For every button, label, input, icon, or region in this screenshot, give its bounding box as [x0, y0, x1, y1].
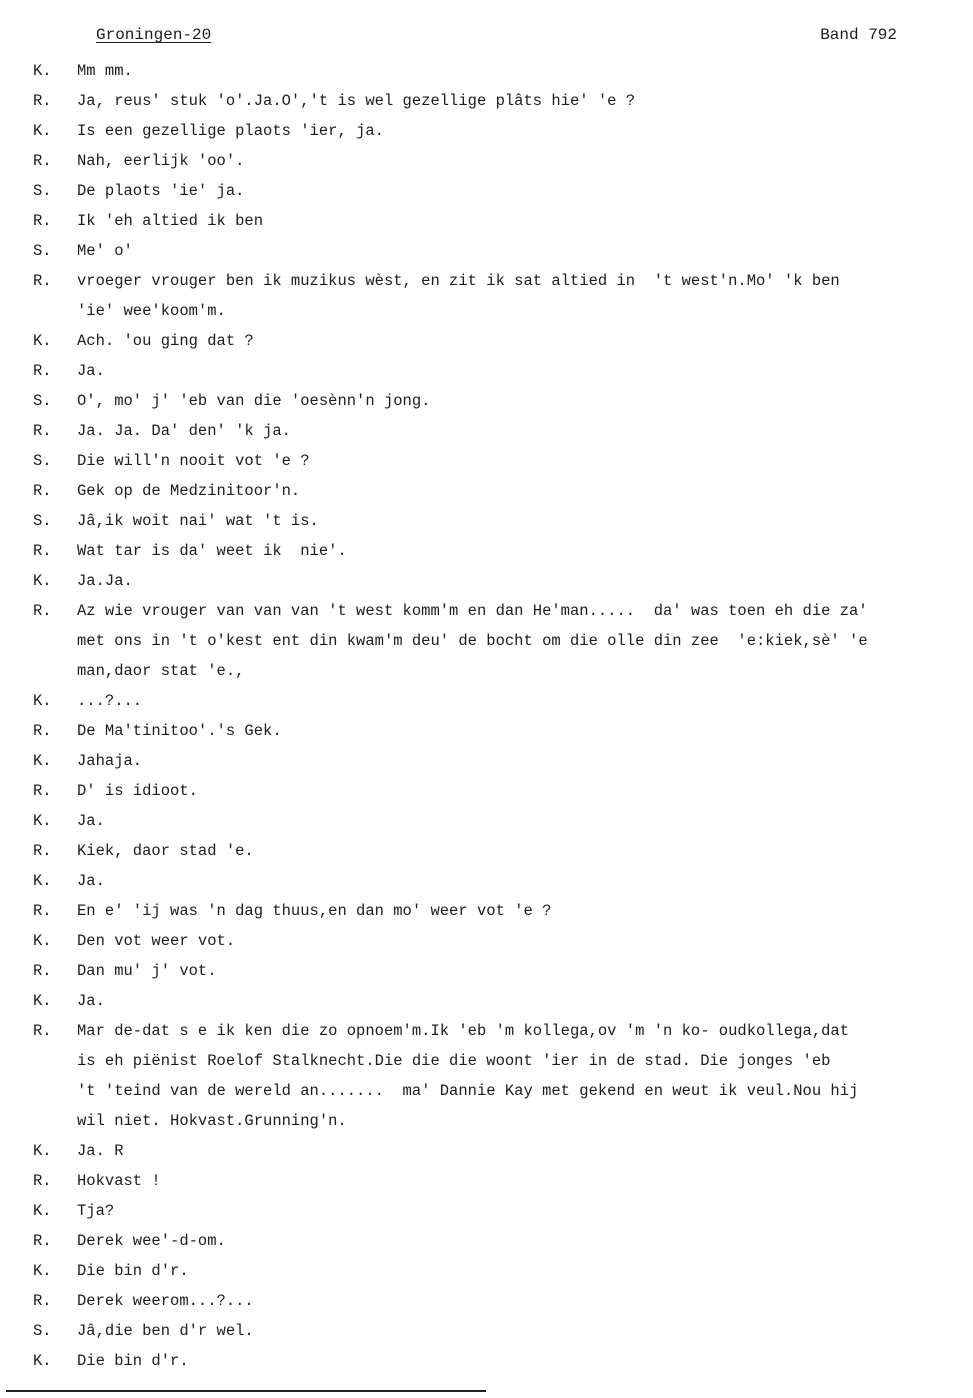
- speaker-label: K.: [33, 62, 52, 80]
- utterance-text: Den vot weer vot.: [77, 932, 236, 950]
- utterance-text: Ja, reus' stuk 'o'.Ja.O','t is wel gezellige plâts hie' 'e ?: [77, 92, 636, 110]
- transcript-line: [33, 986, 968, 1016]
- transcript-line: [33, 356, 968, 386]
- transcript-line: [33, 1046, 968, 1076]
- speaker-label: R.: [33, 842, 52, 860]
- transcript-line: [33, 1226, 968, 1256]
- utterance-text: D' is idioot.: [77, 782, 198, 800]
- utterance-text: Derek wee'-d-om.: [77, 1232, 226, 1250]
- transcript-line: [33, 866, 968, 896]
- speaker-label: R.: [33, 722, 52, 740]
- transcript-line: [33, 836, 968, 866]
- transcript-line: [33, 236, 968, 266]
- speaker-label: R.: [33, 422, 52, 440]
- transcript-line: [33, 176, 968, 206]
- transcript-line: [33, 1016, 968, 1046]
- header-tape-number: Band 792: [820, 26, 897, 44]
- utterance-text: Tja?: [77, 1202, 115, 1220]
- transcript-line: [33, 1076, 968, 1106]
- utterance-text: 'ie' wee'koom'm.: [77, 302, 226, 320]
- utterance-text: En e' 'ij was 'n dag thuus,en dan mo' weer vot 'e ?: [77, 902, 552, 920]
- speaker-label: R.: [33, 1022, 52, 1040]
- speaker-label: R.: [33, 362, 52, 380]
- transcript-line: [33, 266, 968, 296]
- speaker-label: R.: [33, 152, 52, 170]
- speaker-label: R.: [33, 782, 52, 800]
- transcript-line: [33, 386, 968, 416]
- utterance-text: Wat tar is da' weet ik nie'.: [77, 542, 347, 560]
- utterance-text: Dan mu' j' vot.: [77, 962, 217, 980]
- speaker-label: S.: [33, 182, 52, 200]
- speaker-label: K.: [33, 812, 52, 830]
- speaker-label: K.: [33, 932, 52, 950]
- transcript-line: [33, 566, 968, 596]
- transcript-line: [33, 926, 968, 956]
- speaker-label: K.: [33, 692, 52, 710]
- transcript-line: [33, 776, 968, 806]
- utterance-text: man,daor stat 'e.,: [77, 662, 245, 680]
- utterance-text: vroeger vrouger ben ik muzikus wèst, en zit ik sat altied in 't west'n.Mo' 'k ben: [77, 272, 840, 290]
- speaker-label: K.: [33, 122, 52, 140]
- transcript-line: [33, 476, 968, 506]
- utterance-text: Ja.: [77, 992, 105, 1010]
- transcript-line: [33, 1106, 968, 1136]
- utterance-text: Ja. R: [77, 1142, 124, 1160]
- header-location: Groningen-20: [96, 26, 212, 44]
- utterance-text: 't 'teind van de wereld an....... ma' Dannie Kay met gekend en weut ik veul.Nou hij: [77, 1082, 859, 1100]
- transcript-line: [33, 146, 968, 176]
- transcript-line: [33, 896, 968, 926]
- utterance-text: De Ma'tinitoo'.'s Gek.: [77, 722, 282, 740]
- utterance-text: Mm mm.: [77, 62, 133, 80]
- speaker-label: R.: [33, 1172, 52, 1190]
- transcript-line: [33, 656, 968, 686]
- speaker-label: K.: [33, 572, 52, 590]
- transcript-line: [33, 56, 968, 86]
- speaker-label: R.: [33, 92, 52, 110]
- speaker-label: R.: [33, 602, 52, 620]
- page-header: [96, 26, 897, 50]
- speaker-label: K.: [33, 1262, 52, 1280]
- transcript-line: [33, 1136, 968, 1166]
- speaker-label: K.: [33, 1142, 52, 1160]
- utterance-text: Kiek, daor stad 'e.: [77, 842, 254, 860]
- transcript-line: [33, 746, 968, 776]
- speaker-label: R.: [33, 482, 52, 500]
- transcript-line: [33, 416, 968, 446]
- utterance-text: Gek op de Medzinitoor'n.: [77, 482, 301, 500]
- speaker-label: K.: [33, 1352, 52, 1370]
- utterance-text: Mar de-dat s e ik ken die zo opnoem'm.Ik 'eb 'm kollega,ov 'm 'n ko- oudkollega,dat: [77, 1022, 850, 1040]
- utterance-text: Ja.Ja.: [77, 572, 133, 590]
- speaker-label: R.: [33, 1292, 52, 1310]
- transcript-line: [33, 686, 968, 716]
- utterance-text: Ja.: [77, 812, 105, 830]
- speaker-label: S.: [33, 452, 52, 470]
- utterance-text: Die bin d'r.: [77, 1352, 189, 1370]
- utterance-text: O', mo' j' 'eb van die 'oesènn'n jong.: [77, 392, 431, 410]
- transcript-line: [33, 806, 968, 836]
- transcript-line: [33, 536, 968, 566]
- transcript-line: [33, 206, 968, 236]
- transcript-line: [33, 506, 968, 536]
- transcript-line: [33, 596, 968, 626]
- utterance-text: Derek weerom...?...: [77, 1292, 254, 1310]
- speaker-label: R.: [33, 902, 52, 920]
- utterance-text: Az wie vrouger van van van 't west komm'm en dan He'man..... da' was toen eh die za': [77, 602, 868, 620]
- transcript-line: [33, 86, 968, 116]
- utterance-text: Jahaja.: [77, 752, 143, 770]
- utterance-text: Die will'n nooit vot 'e ?: [77, 452, 310, 470]
- utterance-text: Ik 'eh altied ik ben: [77, 212, 264, 230]
- utterance-text: Nah, eerlijk 'oo'.: [77, 152, 245, 170]
- transcript-line: [33, 1286, 968, 1316]
- footer-rule: [6, 1390, 486, 1392]
- speaker-label: S.: [33, 1322, 52, 1340]
- speaker-label: K.: [33, 752, 52, 770]
- speaker-label: S.: [33, 392, 52, 410]
- transcript-line: [33, 956, 968, 986]
- speaker-label: K.: [33, 332, 52, 350]
- speaker-label: S.: [33, 242, 52, 260]
- utterance-text: Die bin d'r.: [77, 1262, 189, 1280]
- utterance-text: met ons in 't o'kest ent din kwam'm deu' de bocht om die olle din zee 'e:kiek,sè' 'e: [77, 632, 868, 650]
- speaker-label: R.: [33, 212, 52, 230]
- speaker-label: K.: [33, 1202, 52, 1220]
- speaker-label: R.: [33, 272, 52, 290]
- utterance-text: Me' o': [77, 242, 133, 260]
- utterance-text: Ach. 'ou ging dat ?: [77, 332, 254, 350]
- transcript-body: [33, 56, 968, 1376]
- utterance-text: Ja. Ja. Da' den' 'k ja.: [77, 422, 291, 440]
- speaker-label: R.: [33, 1232, 52, 1250]
- utterance-text: Ja.: [77, 362, 105, 380]
- speaker-label: R.: [33, 962, 52, 980]
- utterance-text: wil niet. Hokvast.Grunning'n.: [77, 1112, 347, 1130]
- speaker-label: K.: [33, 872, 52, 890]
- transcript-line: [33, 716, 968, 746]
- utterance-text: Hokvast !: [77, 1172, 161, 1190]
- utterance-text: Jâ,ik woit nai' wat 't is.: [77, 512, 319, 530]
- utterance-text: De plaots 'ie' ja.: [77, 182, 245, 200]
- speaker-label: K.: [33, 992, 52, 1010]
- transcript-line: [33, 626, 968, 656]
- transcript-line: [33, 1256, 968, 1286]
- speaker-label: S.: [33, 512, 52, 530]
- utterance-text: is eh piënist Roelof Stalknecht.Die die die woont 'ier in de stad. Die jonges 'eb: [77, 1052, 831, 1070]
- transcript-line: [33, 296, 968, 326]
- speaker-label: R.: [33, 542, 52, 560]
- transcript-line: [33, 1346, 968, 1376]
- utterance-text: Is een gezellige plaots 'ier, ja.: [77, 122, 384, 140]
- utterance-text: ...?...: [77, 692, 143, 710]
- transcript-line: [33, 326, 968, 356]
- transcript-line: [33, 116, 968, 146]
- transcript-line: [33, 1166, 968, 1196]
- utterance-text: Ja.: [77, 872, 105, 890]
- utterance-text: Jâ,die ben d'r wel.: [77, 1322, 254, 1340]
- transcript-line: [33, 1196, 968, 1226]
- transcript-line: [33, 1316, 968, 1346]
- transcript-line: [33, 446, 968, 476]
